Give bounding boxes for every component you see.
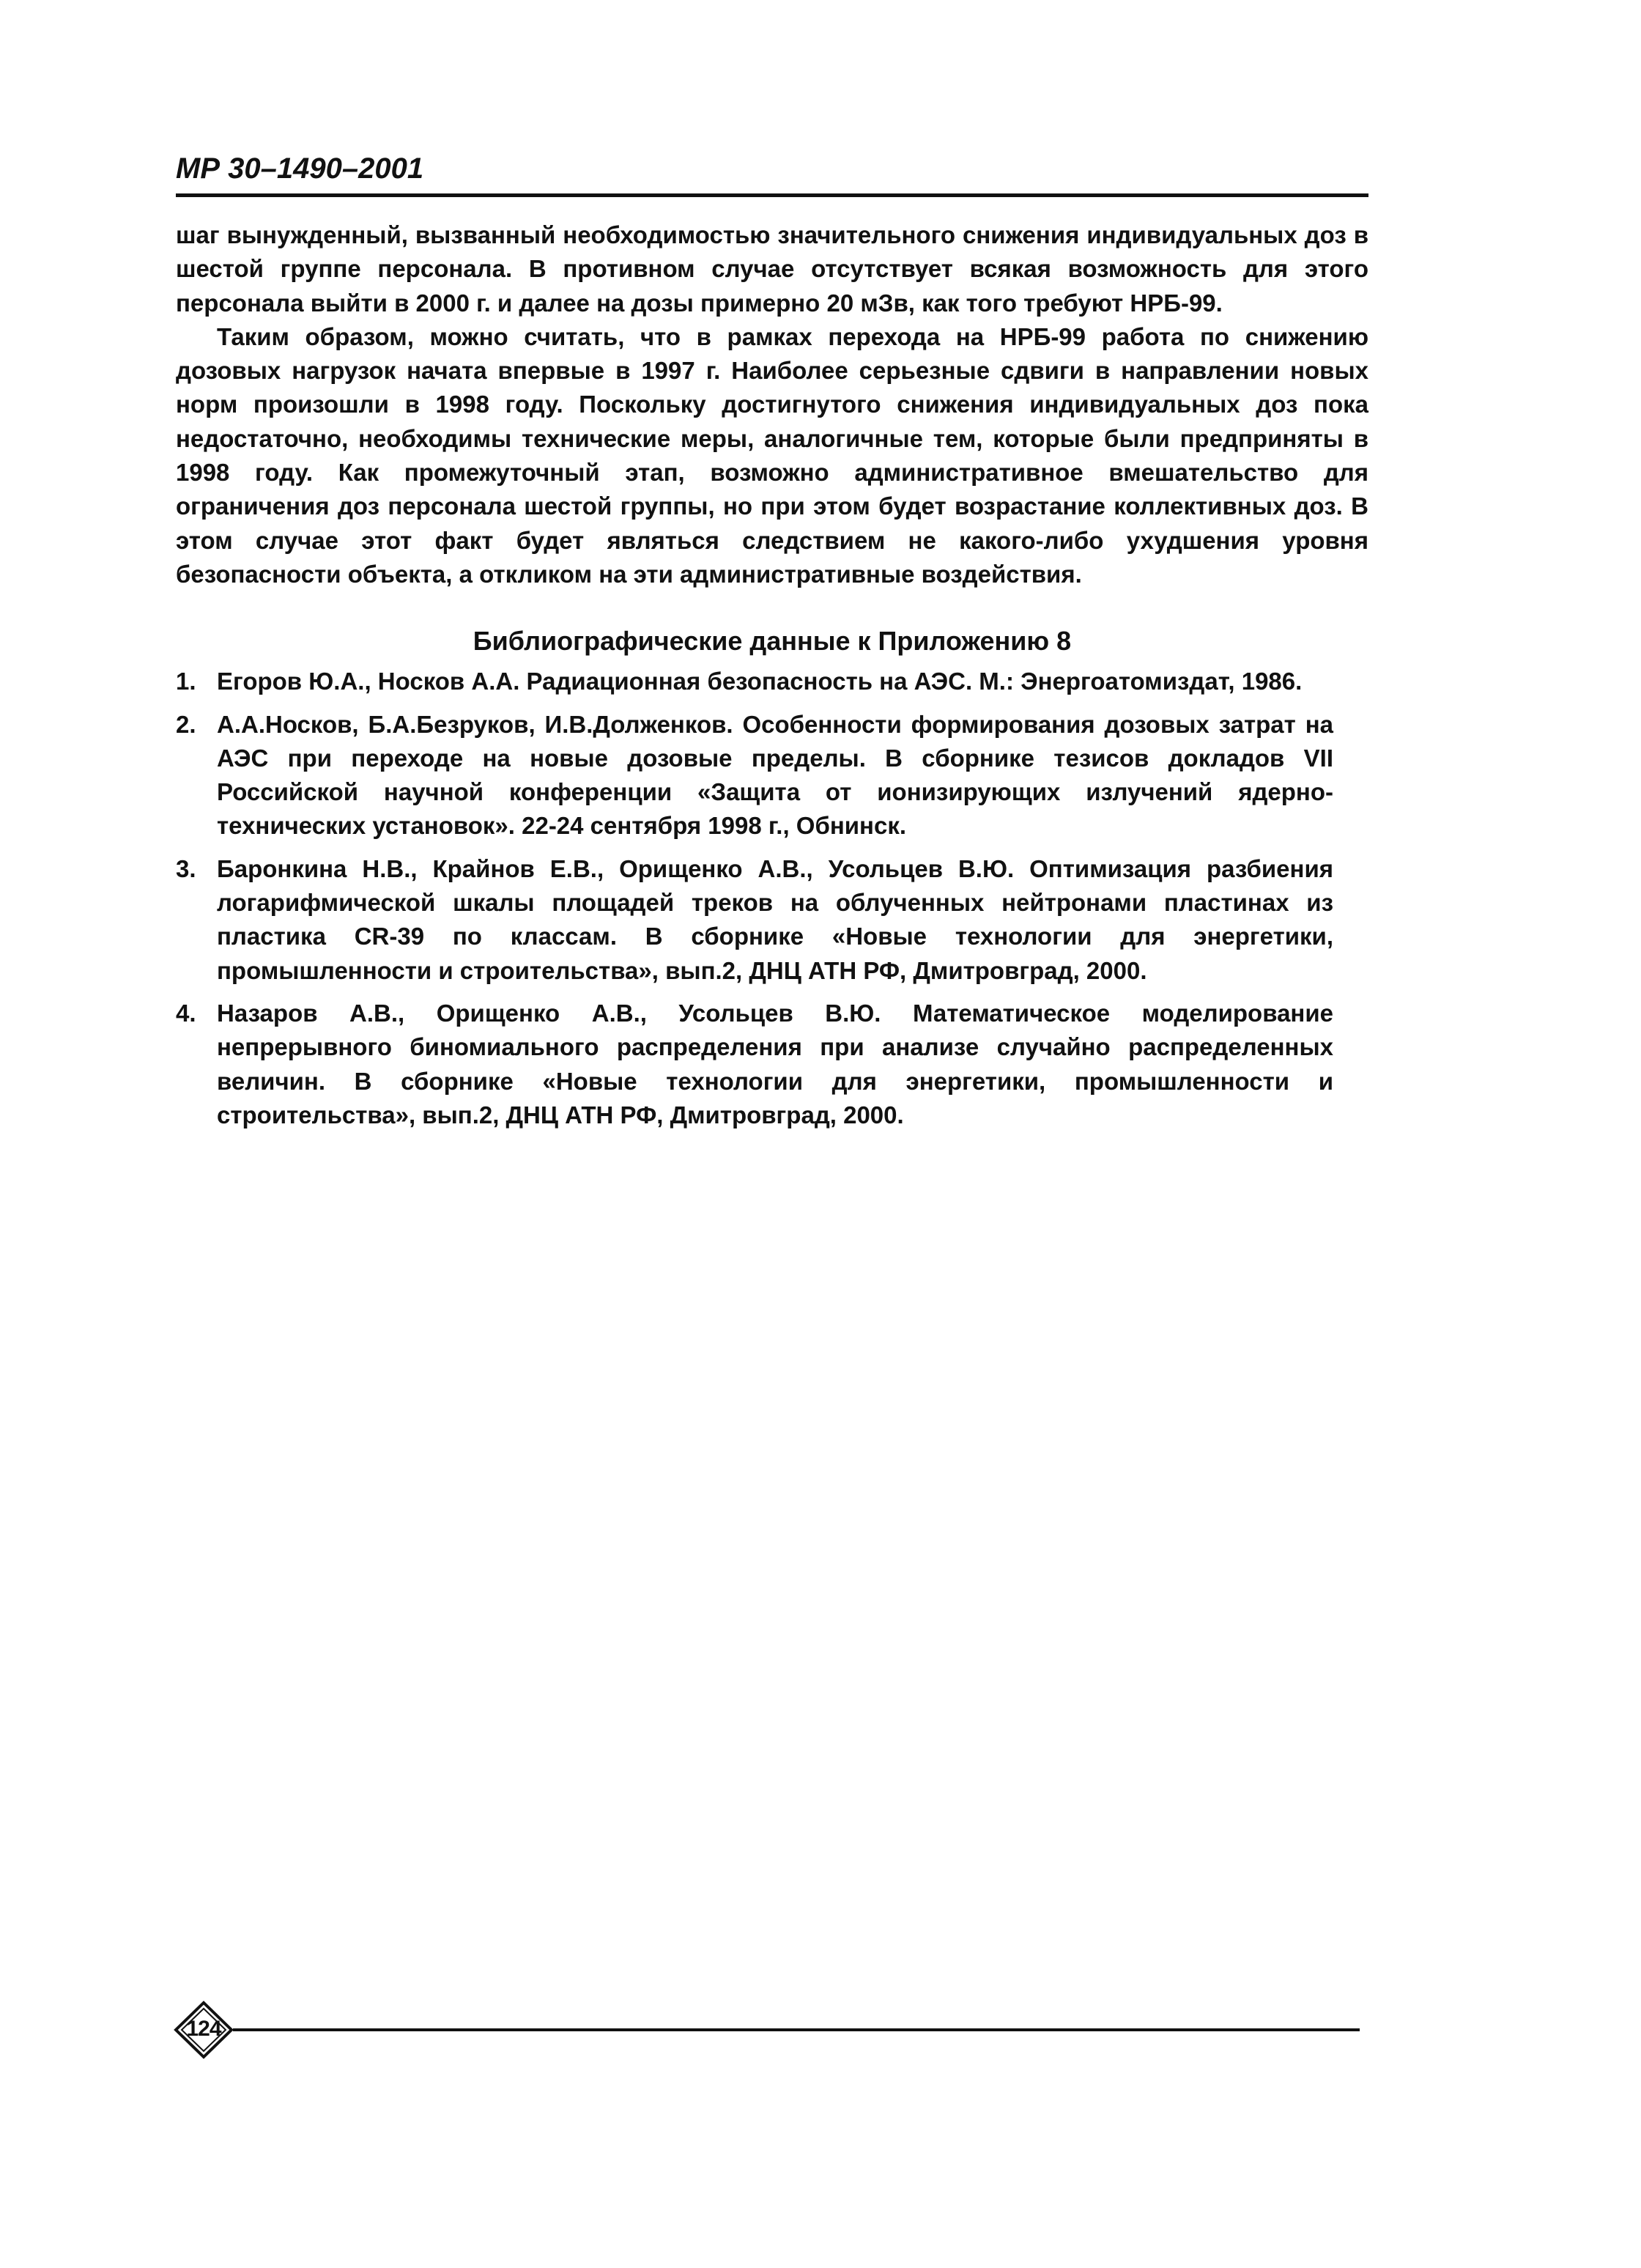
bibliography-list [176, 665, 1333, 1132]
bibliography-item-text: А.А.Носков, Б.А.Безруков, И.В.Долженков. Особенности формирования дозовых затрат на АЭС при переходе на новые дозовые пределы. В сборнике тезисов докладов VII Российской научной конференции «Защита от ионизирующих излучений ядерно-технических установок». 22-24 сентября 1998 г., Обнинск. [217, 710, 1333, 840]
bibliography-item [176, 997, 1333, 1132]
bibliography-item [176, 665, 1333, 698]
bibliography-item [176, 852, 1333, 988]
header-rule [176, 193, 1368, 197]
footer-rule [233, 2028, 1360, 2031]
bibliography-item [176, 708, 1333, 843]
paragraph-2: Таким образом, можно считать, что в рамках перехода на НРБ-99 работа по снижению дозовых нагрузок начата впервые в 1997 г. Наиболее серьезные сдвиги в направлении новых норм произошли в 1998 году. Поскольку достигнутого снижения индивидуальных доз пока недостаточно, необходимы технические меры, аналогичные тем, которые были предприняты в 1998 году. Как промежуточный этап, возможно административное вмешательство для ограничения доз персонала шестой группы, но при этом будет возрастание коллективных доз. В этом случае этот факт будет являться следствием не какого-либо ухудшения уровня безопасности объекта, а откликом на эти административные воздействия. [176, 322, 1368, 588]
page-number-badge [173, 2001, 234, 2059]
bibliography-item-number: 1. [176, 668, 196, 695]
bibliography-item-text: Назаров А.В., Орищенко А.В., Усольцев В.Ю. Математическое моделирование непрерывного биномиального распределения при анализе случайно распределенных величин. В сборнике «Новые технологии для энергетики, промышленности и строительства», вып.2, ДНЦ АТН РФ, Дмитровград, 2000. [217, 999, 1333, 1129]
page-footer [173, 2001, 1360, 2059]
bibliography-item-number: 3. [176, 854, 196, 882]
bibliography-title: Библиографические данные к Приложению 8 [473, 626, 1072, 657]
bibliography-item-number: 4. [176, 999, 196, 1027]
page-number: 124 [186, 2017, 221, 2041]
paragraph-1: шаг вынужденный, вызванный необходимостью значительного снижения индивидуальных доз в шестой группе персонала. В противном случае отсутствует всякая возможность для этого персонала выйти в 2000 г. и далее на дозы примерно 20 мЗв, как того требуют НРБ-99. [176, 221, 1368, 317]
main-text [176, 218, 1368, 1141]
bibliography-item-number: 2. [176, 710, 196, 738]
page-header [176, 151, 1368, 186]
bibliography-item-text: Егоров Ю.А., Носков А.А. Радиационная безопасность на АЭС. М.: Энергоатомиздат, 1986. [217, 668, 1303, 695]
bibliography-item-text: Баронкина Н.В., Крайнов Е.В., Орищенко А.В., Усольцев В.Ю. Оптимизация разбиения логарифмической шкалы площадей треков на облученных нейтронами пластинах из пластика CR-39 по классам. В сборнике «Новые технологии для энергетики, промышленности и строительства», вып.2, ДНЦ АТН РФ, Дмитровград, 2000. [217, 854, 1333, 984]
document-id: МР 30–1490–2001 [176, 152, 424, 185]
